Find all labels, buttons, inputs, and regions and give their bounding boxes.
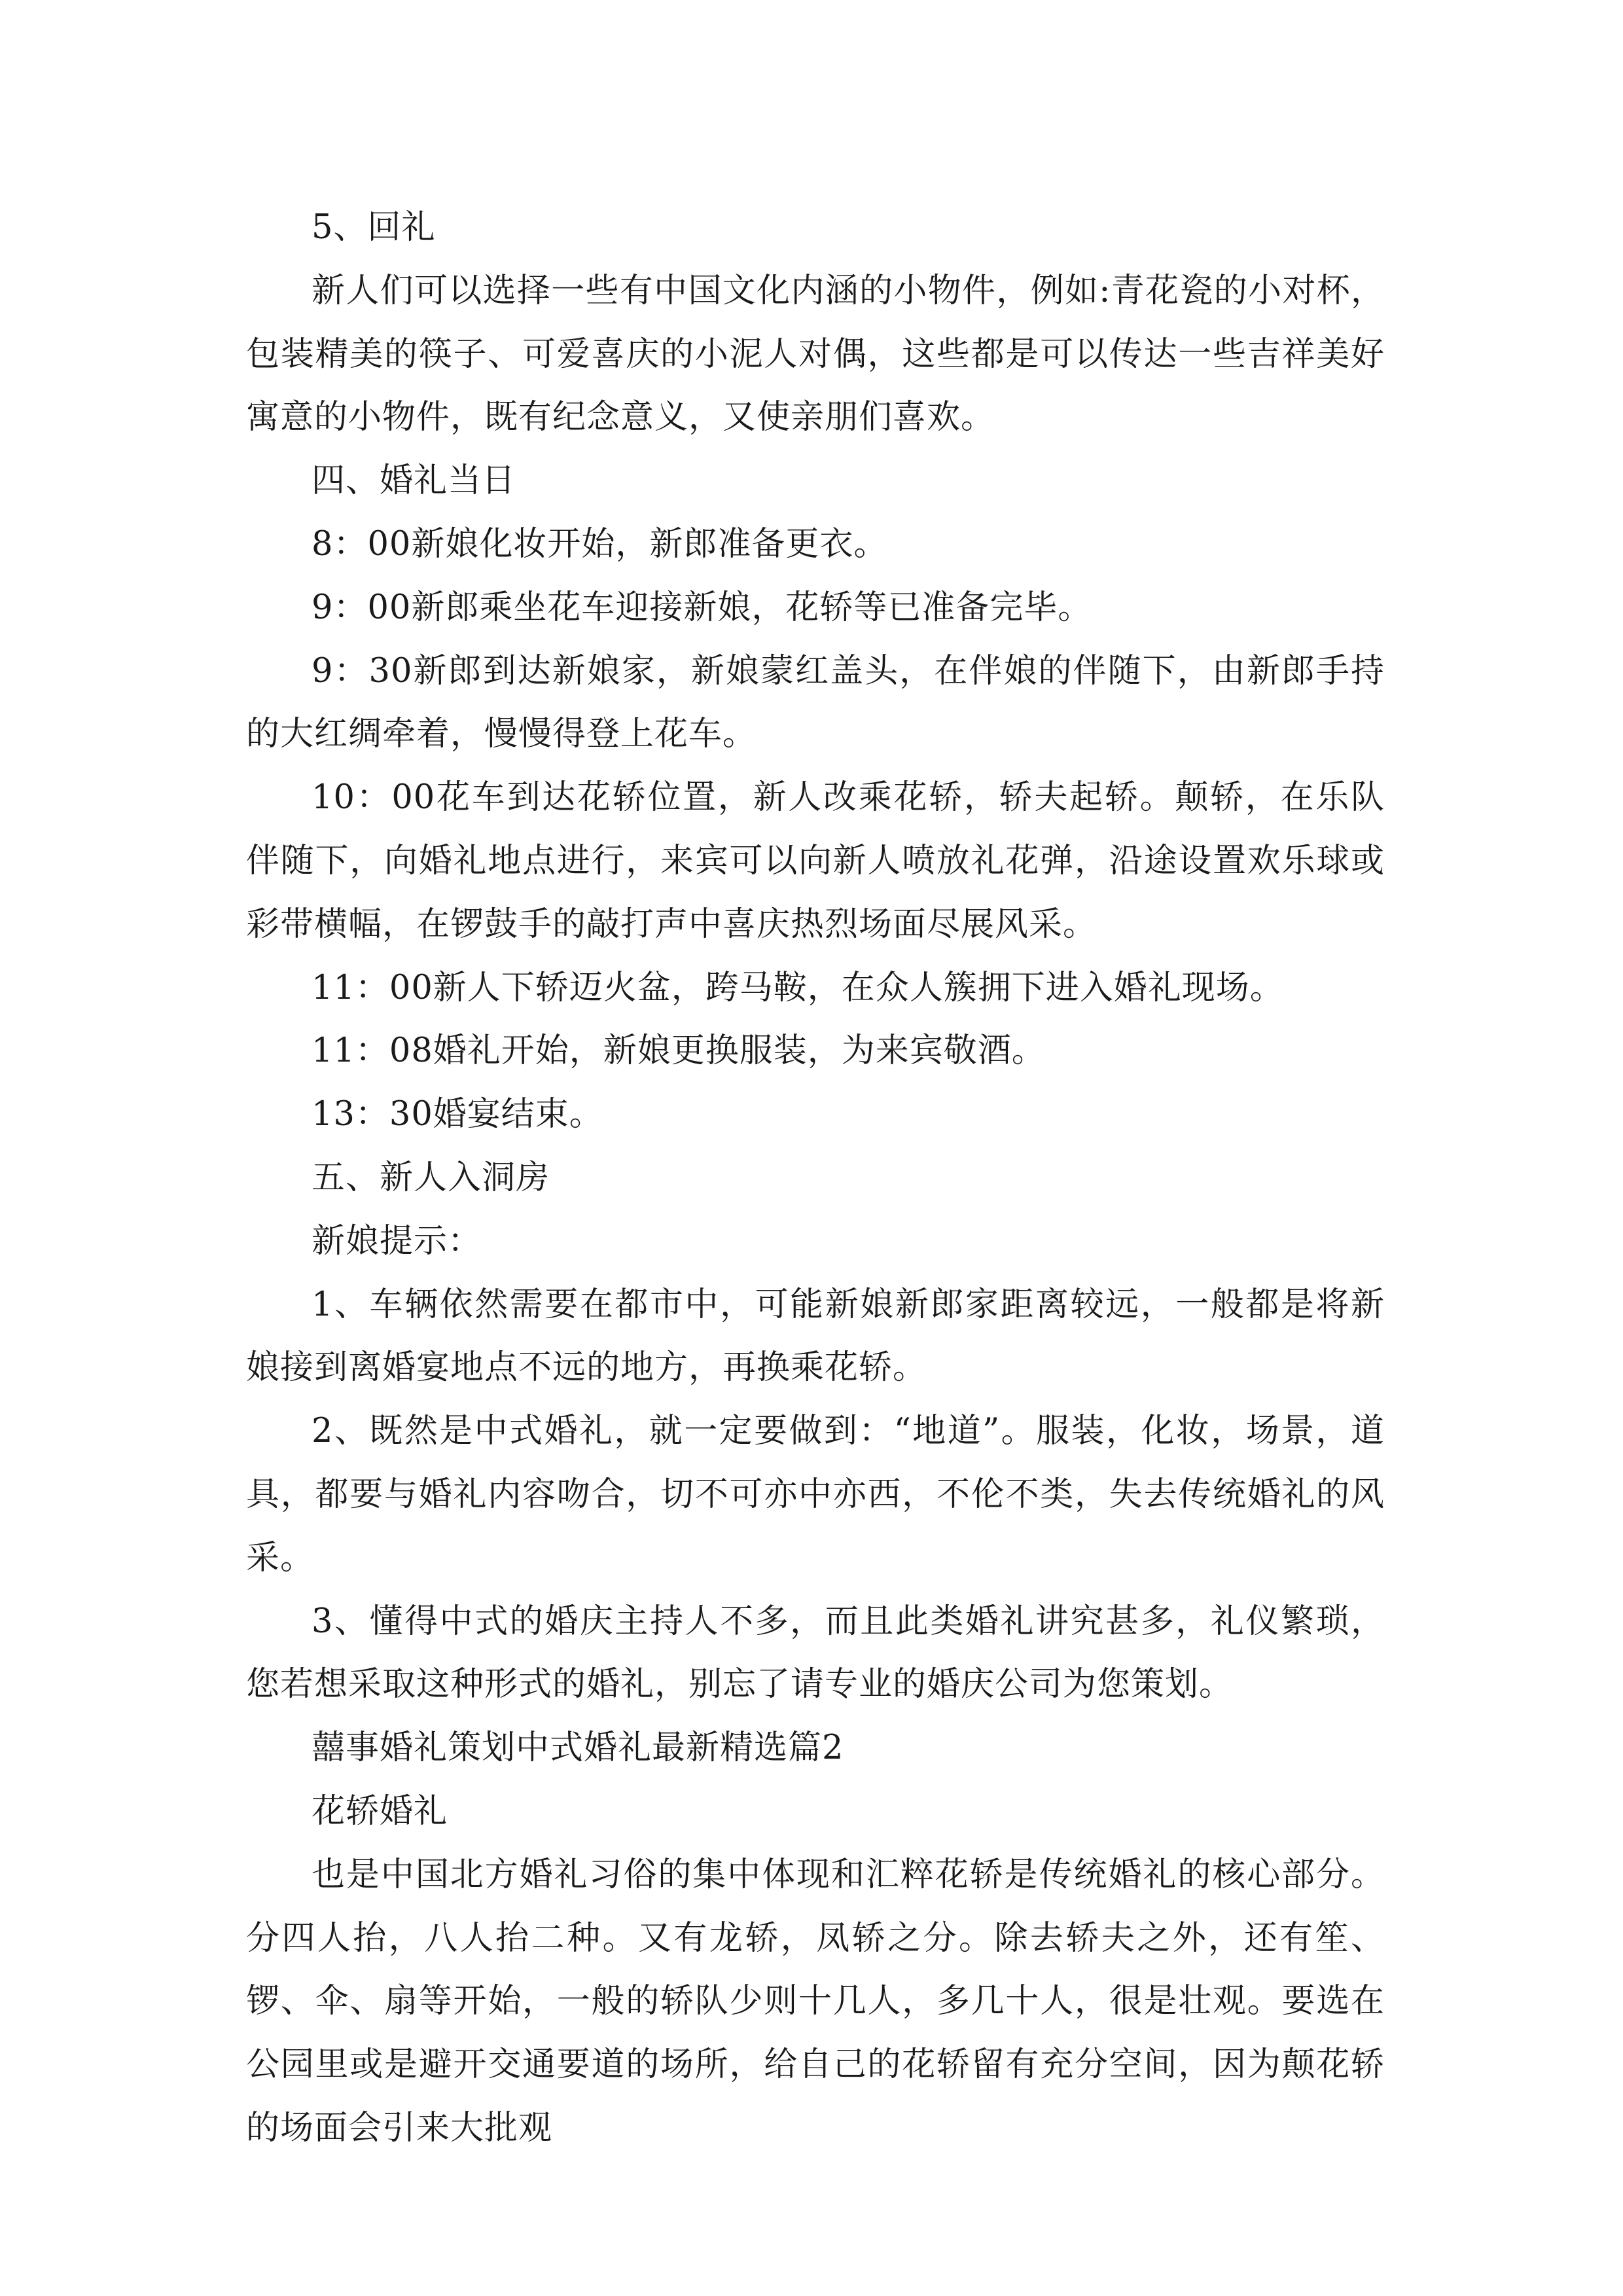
tip-item: 1、车辆依然需要在都市中，可能新娘新郎家距离较远，一般都是将新娘接到离婚宴地点不远的地方，再换乘花轿。: [246, 1285, 1385, 1388]
tip-item: 2、既然是中式婚礼，就一定要做到：“地道”。服装，化妆，场景，道具，都要与婚礼内容吻合，切不可亦中亦西，不伦不类，失去传统婚礼的风采。: [246, 1412, 1385, 1577]
section-heading-wedding-day: 四、婚礼当日: [312, 461, 516, 501]
section-heading-sedan-wedding: 花轿婚礼: [312, 1791, 448, 1831]
schedule-item: 10：00花车到达花轿位置，新人改乘花轿，轿夫起轿。颠轿，在乐队伴随下，向婚礼地点进行，来宾可以向新人喷放礼花弹，沿途设置欢乐球或彩带横幅，在锣鼓手的敲打声中喜庆热烈场面尽展风采。: [246, 778, 1385, 944]
article-title: 囍事婚礼策划中式婚礼最新精选篇2: [312, 1729, 844, 1768]
schedule-item: 9：00新郎乘坐花车迎接新娘，花轿等已准备完毕。: [312, 588, 1092, 627]
schedule-item: 8：00新娘化妆开始，新郎准备更衣。: [312, 524, 888, 564]
schedule-item: 13：30婚宴结束。: [312, 1095, 603, 1134]
document-body: [246, 196, 1385, 2161]
tip-item: 3、懂得中式的婚庆主持人不多，而且此类婚礼讲究甚多，礼仪繁琐，您若想采取这种形式的婚礼，别忘了请专业的婚庆公司为您策划。: [246, 1602, 1385, 1704]
paragraph-sedan-wedding: 也是中国北方婚礼习俗的集中体现和汇粹花轿是传统婚礼的核心部分。分四人抬，八人抬二种。又有龙轿，凤轿之分。除去轿夫之外，还有笙、锣、伞、扇等开始，一般的轿队少则十几人，多几十人，很是壮观。要选在公园里或是避开交通要道的场所，给自己的花轿留有充分空间，因为颠花轿的场面会引来大批观: [246, 1855, 1385, 2147]
schedule-item: 9：30新郎到达新娘家，新娘蒙红盖头，在伴娘的伴随下，由新郎手持的大红绸牵着，慢慢得登上花车。: [246, 651, 1385, 754]
schedule-item: 11：00新人下轿迈火盆，跨马鞍，在众人簇拥下进入婚礼现场。: [312, 968, 1284, 1007]
paragraph-return-gift: 新人们可以选择一些有中国文化内涵的小物件，例如:青花瓷的小对杯，包装精美的筷子、可爱喜庆的小泥人对偶，这些都是可以传达一些吉祥美好寓意的小物件，既有纪念意义，又使亲朋们喜欢。: [246, 271, 1385, 437]
section-heading-return-gift: 5、回礼: [312, 208, 436, 247]
tips-heading: 新娘提示：: [312, 1221, 482, 1261]
schedule-item: 11：08婚礼开始，新娘更换服装，为来宾敬酒。: [312, 1031, 1046, 1071]
section-heading-bridal-chamber: 五、新人入洞房: [312, 1158, 550, 1197]
